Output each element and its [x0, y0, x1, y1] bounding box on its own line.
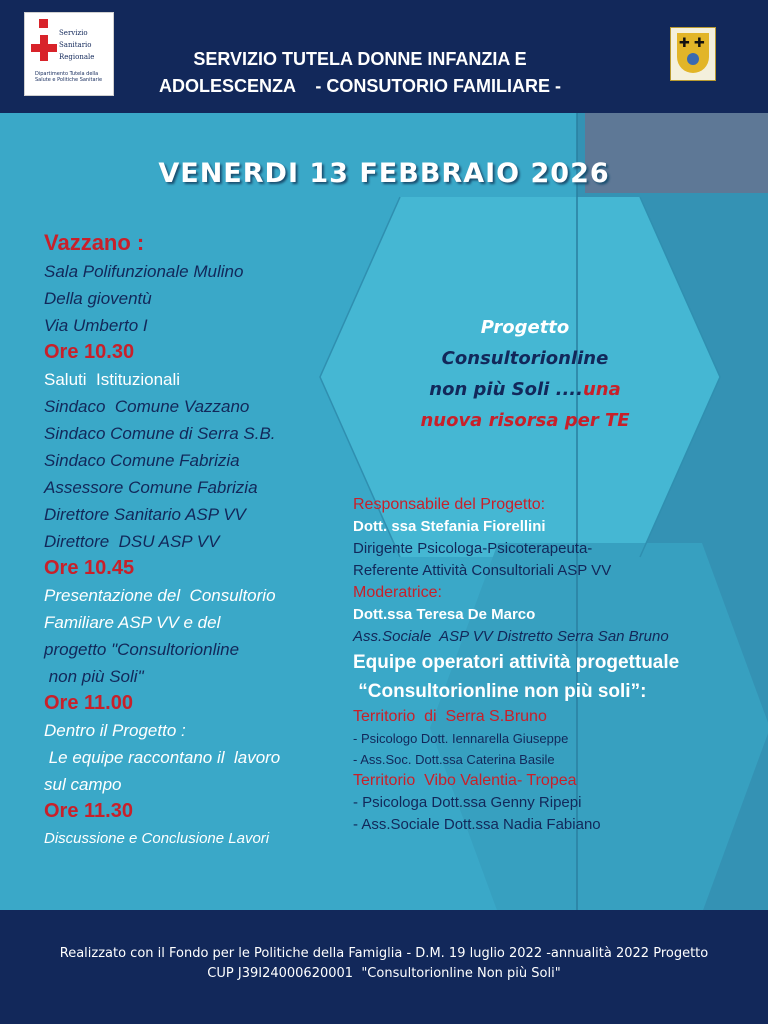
presentation-line: non più Soli" [44, 667, 144, 686]
location-heading: Vazzano : [44, 230, 145, 255]
territory-vibo: Territorio Vibo Valentia- Tropea [353, 772, 577, 789]
regional-coat-of-arms-icon [670, 27, 716, 81]
ssr-logo-line2: Sanitario [59, 41, 92, 49]
project-title [370, 312, 680, 436]
inside-project-line: sul campo [44, 775, 122, 794]
team-member: - Psicologo Dott. Iennarella Giuseppe [353, 731, 569, 746]
responsible-name: Dott. ssa Stefania Fiorellini [353, 518, 546, 535]
shield-icon [677, 33, 709, 73]
ssr-logo-line1: Servizio [59, 29, 88, 37]
responsible-title: Responsabile del Progetto: [353, 496, 546, 513]
moderator-role: Ass.Sociale ASP VV Distretto Serra San Bruno [353, 628, 669, 645]
header-title-line2: ADOLESCENZA - CONSUTORIO FAMILIARE - [158, 76, 561, 96]
program-column [44, 228, 354, 852]
time-1130: Ore 11.30 [44, 800, 133, 822]
event-date: VENERDI 13 FEBBRAIO 2026 [158, 158, 610, 189]
project-line2: Consultorionline [441, 348, 609, 369]
venue-line1: Sala Polifunzionale Mulino [44, 262, 244, 281]
ssr-logo-text [59, 27, 111, 63]
project-line4: nuova risorsa per TE [420, 410, 630, 431]
project-line3-b: una [582, 379, 621, 400]
presentation-line: progetto "Consultorionline [44, 640, 240, 659]
cross-right-icon: ✚ [694, 36, 705, 51]
inside-project-line: Dentro il Progetto : [44, 721, 186, 740]
greeting-item: Sindaco Comune di Serra S.B. [44, 424, 276, 443]
greeting-item: Assessore Comune Fabrizia [44, 478, 258, 497]
greeting-item: Sindaco Comune Vazzano [44, 397, 250, 416]
header-title-line1: SERVIZIO TUTELA DONNE INFANZIA E [193, 49, 527, 69]
time-1100: Ore 11.00 [44, 692, 133, 714]
red-cross-icon [31, 35, 57, 61]
ssr-logo [24, 12, 114, 96]
greeting-item: Direttore DSU ASP VV [44, 532, 220, 551]
header-title [120, 46, 600, 100]
time-1030: Ore 10.30 [44, 341, 135, 363]
project-line3 [370, 374, 680, 405]
ssr-logo-line3: Regionale [59, 53, 95, 61]
time-1045: Ore 10.45 [44, 557, 135, 579]
greeting-item: Sindaco Comune Fabrizia [44, 451, 240, 470]
responsible-role2: Referente Attività Consultoriali ASP VV [353, 562, 612, 579]
moderator-title: Moderatrice: [353, 584, 442, 601]
equipe-title-line2: “Consultorionline non più soli”: [353, 681, 647, 702]
responsible-role1: Dirigente Psicologa-Psicoterapeuta- [353, 540, 593, 557]
header-bar [0, 0, 768, 113]
cross-left-icon: ✚ [679, 36, 690, 51]
greeting-item: Direttore Sanitario ASP VV [44, 505, 246, 524]
team-member: - Ass.Sociale Dott.ssa Nadia Fabiano [353, 816, 601, 833]
team-member: - Psicologa Dott.ssa Genny Ripepi [353, 794, 582, 811]
funding-note-line1: Realizzato con il Fondo per le Politiche della Famiglia - D.M. 19 luglio 2022 -annualità 2022 Progetto [59, 946, 709, 961]
presentation-line: Familiare ASP VV e del [44, 613, 221, 632]
project-line3-a: non più Soli .... [429, 379, 583, 400]
inside-project-line: Le equipe raccontano il lavoro [44, 748, 281, 767]
moderator-name: Dott.ssa Teresa De Marco [353, 606, 536, 623]
presentation-line: Presentazione del Consultorio [44, 586, 276, 605]
ssr-logo-subtitle: Dipartimento Tutela della Salute e Politiche Sanitarie [35, 71, 103, 83]
funding-note [10, 944, 758, 984]
greetings-title: Saluti Istituzionali [44, 370, 181, 389]
closing-session: Discussione e Conclusione Lavori [44, 830, 270, 847]
funding-note-line2: CUP J39I24000620001 "Consultorionline Non più Soli" [207, 966, 561, 981]
shield-dot-icon [687, 53, 699, 65]
footer-bar [0, 910, 768, 1024]
small-red-square-icon [39, 19, 48, 28]
venue-line2: Della gioventù [44, 289, 152, 308]
equipe-title-line1: Equipe operatori attività progettuale [353, 652, 680, 673]
venue-address: Via Umberto I [44, 316, 148, 335]
team-member: - Ass.Soc. Dott.ssa Caterina Basile [353, 752, 555, 767]
team-column [353, 494, 765, 836]
territory-serra: Territorio di Serra S.Bruno [353, 708, 547, 725]
project-line1: Progetto [480, 317, 570, 338]
